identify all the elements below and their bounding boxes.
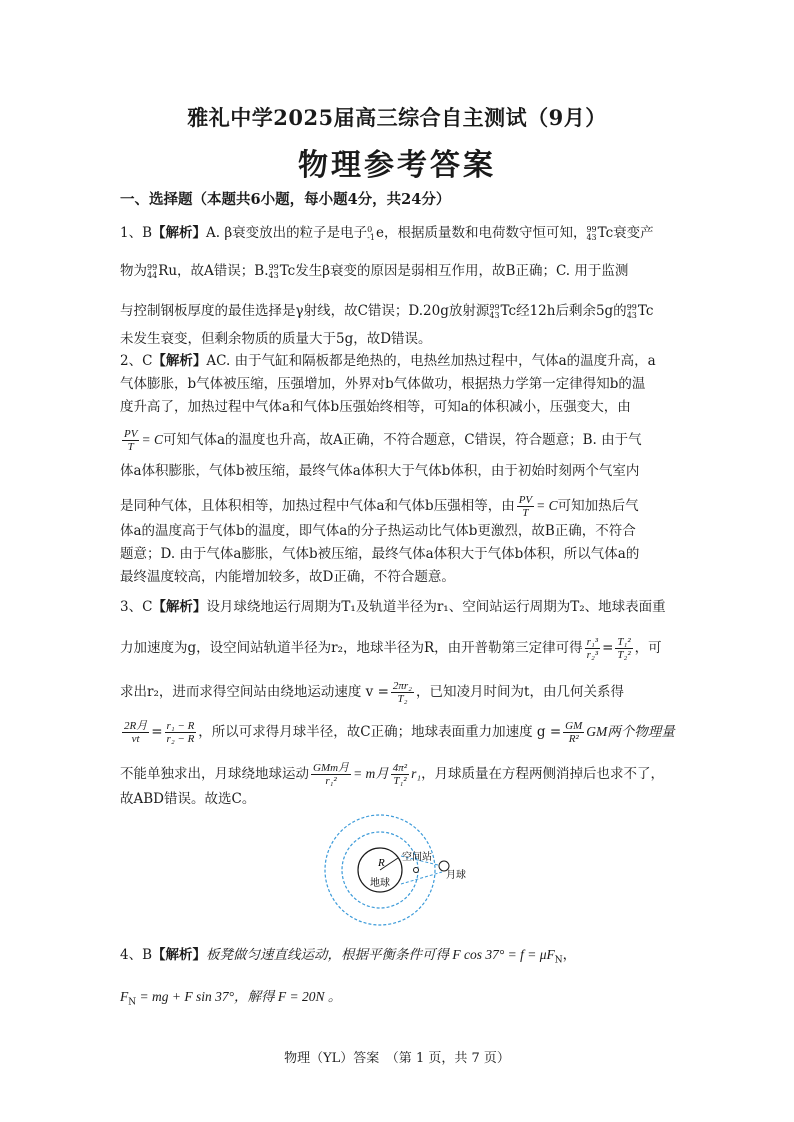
kepler-left: $\frac{\text{r₁³}}{\text{r₂³}}$ <box>586 636 599 661</box>
tc-symbol: Tc <box>597 225 614 241</box>
q3-line-5 <box>120 762 680 787</box>
q1-number: 1、B <box>120 225 153 241</box>
eq-sign: = <box>151 724 163 740</box>
electron-symbol: 0 -1 <box>367 224 375 242</box>
q4-text: ， <box>562 947 577 963</box>
electron-e: e <box>375 225 384 241</box>
radius-r1: r₁ <box>411 766 422 781</box>
q1-text: A. β衰变放出的粒子是电子 <box>206 225 368 241</box>
velocity-frac: $\frac{\text{2πr₂}}{\text{T₂}}$ <box>392 680 413 705</box>
q1-tag: 【解析】 <box>152 225 207 241</box>
tc-symbol: Tc <box>500 303 517 319</box>
q3-text: ，月球质量在方程两侧消掉后也求不了， <box>421 766 665 782</box>
q3-text: 不能单独求出，月球绕地球运动 <box>120 766 309 782</box>
q2-text: 是同种气体，且体积相等，加热过程中气体a和气体b压强相等，由 <box>120 498 515 514</box>
q1-text: 与控制钢板厚度的最佳选择是γ射线，故C错误；D.20g放射源 <box>120 303 490 319</box>
q4-tag: 【解析】 <box>152 947 207 963</box>
eq-sign: = m月 <box>353 766 389 781</box>
q3-text: 设月球绕地运行周期为T₁及轨道半径为r₁、空间站运行周期为T₂、地球表面重 <box>206 599 666 615</box>
sightline-lower <box>401 872 442 884</box>
q3-text: 力加速度为g，设空间站轨道半径为r₂，地球半径为R，由开普勒第三定律可得 <box>120 640 583 656</box>
q2-text: 可知气体a的温度也升高，故A正确，不符合题意，C错误，符合题意；B. 由于气 <box>162 432 642 448</box>
pv-over-t: $\frac{PV}{T}$ <box>518 494 533 519</box>
gravitation-frac: $\frac{\text{GMm月}}{\text{r₁²}}$ <box>313 762 350 787</box>
q1-text: 发生β衰变的原因是弱相互作用，故B正确；C. 用于监测 <box>295 263 629 279</box>
q2-line-5: 体a体积膨胀，气体b被压缩，最终气体a体积大于气体b体积，由于初始时刻两个气室内 <box>120 463 640 479</box>
q3-text: ，所以可求得月球半径，故C正确；地球表面重力加速度 g = <box>198 724 562 740</box>
gravity-frac: $\frac{GM}{\text{R²}}$ <box>565 720 583 745</box>
q4-text: F <box>120 989 129 1004</box>
q1-text: 物为 <box>120 263 147 279</box>
tc-isotope: 99 43 <box>489 302 500 320</box>
eq-sign: = <box>602 640 614 656</box>
q2-tag: 【解析】 <box>152 353 207 369</box>
q4-sub: N <box>554 955 563 966</box>
geometry-left: $\frac{\text{2R月}}{vt}$ <box>124 720 148 745</box>
r-label: R <box>378 857 385 869</box>
q3-text: 求出r₂，进而求得空间站由绕地运动速度 v = <box>120 684 389 700</box>
q4-line-1 <box>120 946 680 964</box>
section-heading: 一、选择题（本题共6小题，每小题4分，共24分） <box>120 191 451 208</box>
tc-symbol: Tc <box>637 303 654 319</box>
q3-line-2 <box>120 636 680 661</box>
tc-isotope: 99 43 <box>268 262 279 280</box>
answer-title: 物理参考答案 <box>298 148 496 183</box>
q2-line-7: 体a的温度高于气体b的温度，即气体a的分子热运动比气体b更激烈，故B正确，不符合 <box>120 523 636 539</box>
moon-label: 月球 <box>446 870 466 881</box>
q1-line-2 <box>120 262 680 280</box>
q2-line-3: 度升高了，加热过程中气体a和气体b压强始终相等，可知a的体积减小，压强变大，由 <box>120 399 631 415</box>
q3-number: 3、C <box>120 599 153 615</box>
eq-c: = C <box>536 498 558 513</box>
q1-line-3 <box>120 302 680 320</box>
q3-text: ，可 <box>634 640 662 656</box>
space-station-dot <box>414 868 419 873</box>
centripetal-frac: $\frac{\text{4π²}}{\text{T₁²}}$ <box>392 762 408 787</box>
q3-line-3 <box>120 680 680 705</box>
station-label: 空间站 <box>402 852 432 863</box>
q4-text: 板凳做匀速直线运动，根据平衡条件可得 F cos 37° = f = μF <box>206 947 555 962</box>
q2-line-9: 最终温度较高，内能增加较多，故D正确，不符合题意。 <box>120 569 455 585</box>
q2-text: AC. 由于气缸和隔板都是绝热的，电热丝加热过程中，气体a的温度升高，a <box>206 353 656 369</box>
eq-c: = C <box>141 432 163 447</box>
q1-text: ，故A错误；B. <box>177 263 269 279</box>
q1-line-1 <box>120 224 680 242</box>
ru-isotope: 99 44 <box>147 262 158 280</box>
q2-line-1 <box>120 352 680 370</box>
pv-over-t: $\frac{PV}{T}$ <box>124 428 138 453</box>
ru-symbol: Ru <box>158 263 178 279</box>
orbit-diagram <box>318 810 478 930</box>
tc-isotope: 99 43 <box>586 224 597 242</box>
q3-line-4 <box>120 720 680 745</box>
tc-isotope: 99 43 <box>626 302 637 320</box>
q2-line-4 <box>120 428 680 453</box>
q2-text: 可知加热后气 <box>557 498 639 514</box>
q2-line-2: 气体膨胀，b气体被压缩，压强增加，外界对b气体做功，根据热力学第一定律得知b的温 <box>120 376 646 392</box>
exam-title: 雅礼中学2025届高三综合自主测试（9月） <box>187 105 607 130</box>
q4-sub: N <box>128 997 137 1008</box>
q3-line-6: 故ABD错误。故选C。 <box>120 791 256 807</box>
q2-number: 2、C <box>120 353 153 369</box>
q4-line-2 <box>120 988 680 1006</box>
q4-number: 4、B <box>120 947 153 963</box>
q2-line-8: 题意；D. 由于气体a膨胀，气体b被压缩，最终气体a体积大于气体b体积，所以气体a的 <box>120 546 640 562</box>
q4-text: = mg + F sin 37°，解得 F = 20N 。 <box>136 989 342 1004</box>
q1-text: 衰变产 <box>613 225 654 241</box>
page-footer: 物理（YL）答案 （第 1 页，共 7 页） <box>284 1051 510 1066</box>
q1-text: 经12h后剩余5g的 <box>516 303 627 319</box>
kepler-right: $\frac{\text{T₁²}}{\text{T₂²}}$ <box>617 636 631 661</box>
q3-text: ，已知凌月时间为t，由几何关系得 <box>416 684 624 700</box>
earth-label: 地球 <box>370 878 390 889</box>
q1-line-4: 未发生衰变，但剩余物质的质量大于5g，故D错误。 <box>120 331 432 347</box>
q2-line-6 <box>120 494 680 519</box>
q3-text: GM两个物理量 <box>586 724 675 739</box>
geometry-right: $\frac{\text{r₁ − R}}{\text{r₂ − R}}$ <box>166 720 195 745</box>
q3-line-1 <box>120 598 680 616</box>
q3-tag: 【解析】 <box>152 599 207 615</box>
tc-symbol: Tc <box>279 263 296 279</box>
q1-text: ，根据质量数和电荷数守恒可知， <box>383 225 587 241</box>
